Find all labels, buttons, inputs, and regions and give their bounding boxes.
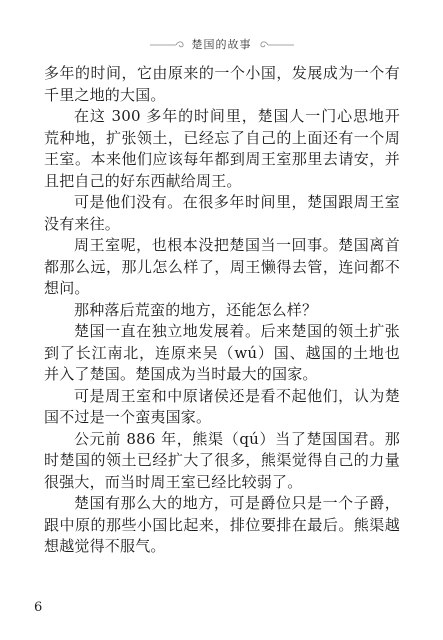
paragraph: 多年的时间，它由原来的一个小国，发展成为一个有千里之地的大国。 [44,64,400,104]
page-number: 6 [34,600,43,615]
paragraph: 可是他们没有。在很多年时间里，楚国跟周王室没有来往。 [44,193,400,233]
header-title: 楚国的故事 [191,38,252,51]
paragraph: 楚国一直在独立地发展着。后来楚国的领土扩张到了长江南北，连原来吴（wú）国、越国的土地也并入了楚国。楚国成为当时最大的国家。 [44,322,400,383]
paragraph: 在这 300 多年的时间里，楚国人一门心思地开荒种地，扩张领土，已经忘了自己的上面还有一个周王室。本来他们应该每年都到周王室那里去请安，并且把自己的好东西献给周王。 [44,107,400,190]
body-text [44,63,400,558]
paragraph: 可是周王室和中原诸侯还是看不起他们，认为楚国不过是一个蛮夷国家。 [44,386,400,426]
paragraph: 周王室呢，也根本没把楚国当一回事。楚国离首都那么远，那儿怎么样了，周王懒得去管，连问都不想问。 [44,236,400,297]
paragraph: 楚国有那么大的地方，可是爵位只是一个子爵，跟中原的那些小国比起来，排位要排在最后。熊渠越想越觉得不服气。 [44,494,400,555]
paragraph: 公元前 886 年，熊渠（qú）当了楚国国君。那时楚国的领土已经扩大了很多，熊渠觉得自己的力量很强大，而当时周王室已经比较弱了。 [44,429,400,491]
paragraph: 那种落后荒蛮的地方，还能怎么样？ [74,300,318,319]
header-ornament-right-icon [258,36,294,54]
running-header [0,36,443,54]
